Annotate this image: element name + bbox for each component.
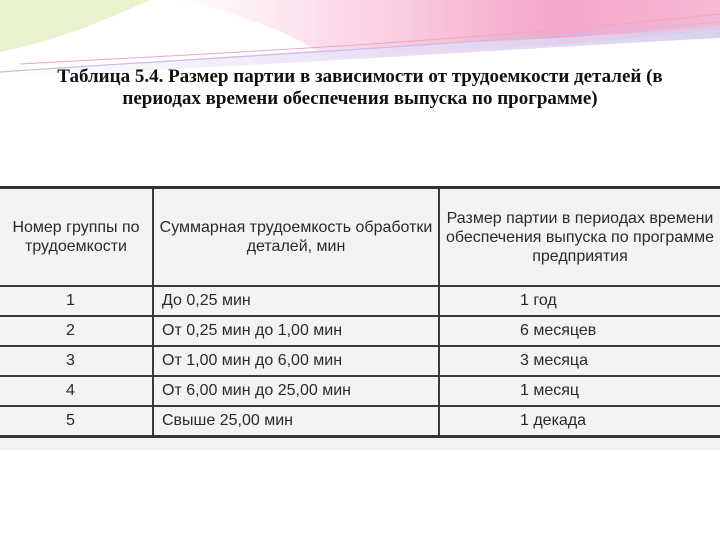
cell-labor: Свыше 25,00 мин <box>153 406 439 437</box>
table-row <box>0 286 720 316</box>
cell-labor: От 6,00 мин до 25,00 мин <box>153 376 439 406</box>
cell-labor: От 0,25 мин до 1,00 мин <box>153 316 439 346</box>
header-labor: Суммарная трудоемкость обработки деталей, мин <box>153 188 439 287</box>
cell-group: 5 <box>0 406 153 437</box>
table-row <box>0 376 720 406</box>
table-row <box>0 406 720 437</box>
cell-group: 2 <box>0 316 153 346</box>
banner-green-swoosh <box>0 0 150 52</box>
cell-labor: От 1,00 мин до 6,00 мин <box>153 346 439 376</box>
table-header-row <box>0 188 720 287</box>
table-row <box>0 316 720 346</box>
batch-size-table <box>0 186 720 450</box>
cell-group: 4 <box>0 376 153 406</box>
cell-batch-size: 1 месяц <box>439 376 720 406</box>
cell-batch-size: 6 месяцев <box>439 316 720 346</box>
cell-group: 1 <box>0 286 153 316</box>
table-row <box>0 346 720 376</box>
cell-batch-size: 1 год <box>439 286 720 316</box>
cell-batch-size: 3 месяца <box>439 346 720 376</box>
page-title: Таблица 5.4. Размер партии в зависимости от трудоемкости деталей (в периодах времени обеспечения выпуска по программе) <box>57 66 663 109</box>
cell-batch-size: 1 декада <box>439 406 720 437</box>
header-batch-size: Размер партии в периодах времени обеспечения выпуска по программе предприятия <box>439 188 720 287</box>
cell-labor: До 0,25 мин <box>153 286 439 316</box>
header-group: Номер группы по трудоемкости <box>0 188 153 287</box>
cell-group: 3 <box>0 346 153 376</box>
